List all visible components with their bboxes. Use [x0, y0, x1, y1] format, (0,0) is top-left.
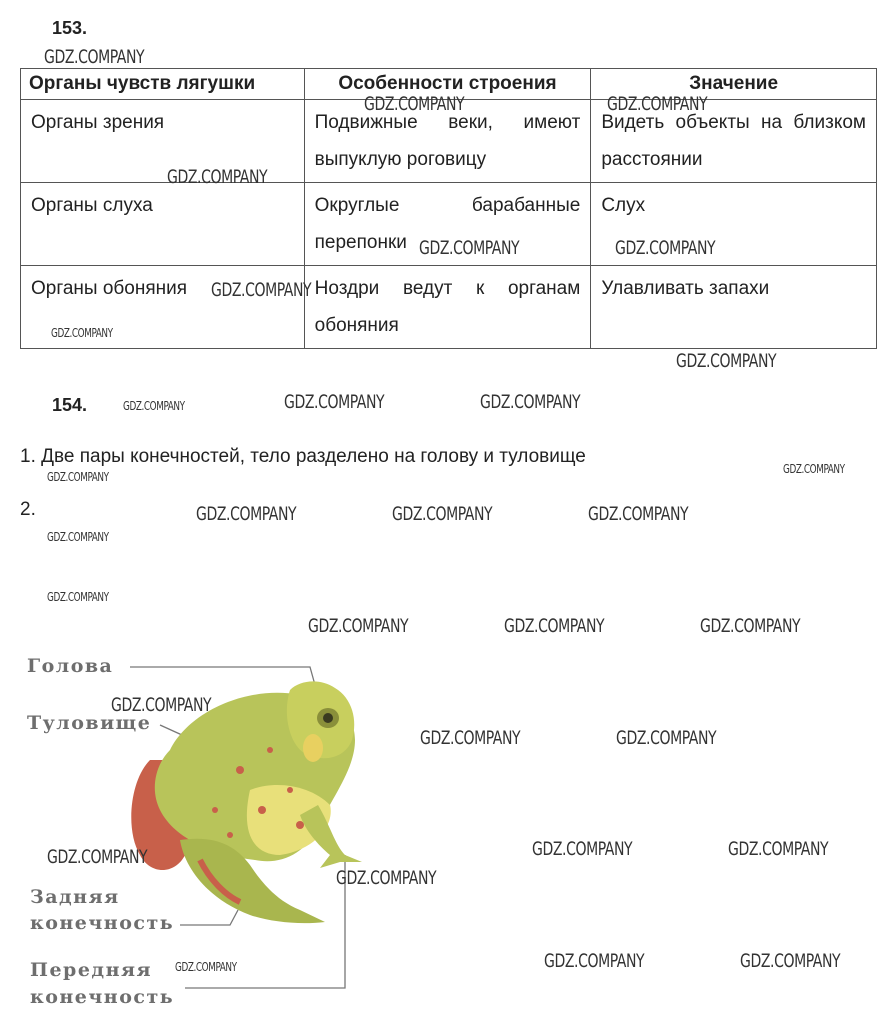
table-row	[21, 266, 877, 349]
watermark: GDZ.COMPANY	[364, 93, 465, 115]
watermark: GDZ.COMPANY	[47, 470, 109, 484]
watermark: GDZ.COMPANY	[44, 46, 145, 68]
watermark: GDZ.COMPANY	[211, 279, 312, 301]
task-153-number: 153.	[52, 18, 88, 38]
watermark: GDZ.COMPANY	[504, 615, 605, 637]
table-cell: Органы слуха	[21, 183, 305, 266]
table-header: Особенности строения	[304, 69, 591, 100]
watermark: GDZ.COMPANY	[167, 166, 268, 188]
table-cell: Органы зрения	[21, 100, 305, 183]
label-fore-limb-1: Передняя	[30, 959, 153, 981]
label-body: Туловище	[27, 712, 152, 734]
table-cell: Подвижные веки, имеют выпуклую роговицу	[304, 100, 591, 183]
watermark: GDZ.COMPANY	[123, 399, 185, 413]
watermark: GDZ.COMPANY	[616, 727, 717, 749]
watermark: GDZ.COMPANY	[111, 694, 212, 716]
watermark: GDZ.COMPANY	[51, 326, 113, 340]
watermark: GDZ.COMPANY	[480, 391, 581, 413]
watermark: GDZ.COMPANY	[544, 950, 645, 972]
watermark: GDZ.COMPANY	[419, 237, 520, 259]
label-hind-limb-1: Задняя	[30, 886, 120, 908]
table-cell: Слух	[591, 183, 877, 266]
table-cell: Видеть объекты на близком расстоянии	[591, 100, 877, 183]
watermark: GDZ.COMPANY	[783, 462, 845, 476]
watermark: GDZ.COMPANY	[615, 237, 716, 259]
label-head: Голова	[27, 655, 114, 677]
watermark: GDZ.COMPANY	[47, 530, 109, 544]
watermark: GDZ.COMPANY	[588, 503, 689, 525]
watermark: GDZ.COMPANY	[175, 960, 237, 974]
watermark: GDZ.COMPANY	[47, 590, 109, 604]
watermark: GDZ.COMPANY	[607, 93, 708, 115]
watermark: GDZ.COMPANY	[47, 846, 148, 868]
watermark: GDZ.COMPANY	[676, 350, 777, 372]
table-cell: Округлые барабанные перепонки	[304, 183, 591, 266]
watermark: GDZ.COMPANY	[700, 615, 801, 637]
watermark: GDZ.COMPANY	[392, 503, 493, 525]
watermark: GDZ.COMPANY	[284, 391, 385, 413]
table-cell: Органы обоняния	[21, 266, 305, 349]
watermark: GDZ.COMPANY	[308, 615, 409, 637]
answer-item-1: 1. Две пары конечностей, тело разделено на голову и туловище	[20, 446, 586, 467]
table-header: Органы чувств лягушки	[21, 69, 305, 100]
task-154-number: 154.	[52, 395, 88, 415]
table-cell: Улавливать запахи	[591, 266, 877, 349]
table-cell: Ноздри ведут к органам обоняния	[304, 266, 591, 349]
answer-item-2: 2.	[20, 499, 36, 520]
watermark: GDZ.COMPANY	[740, 950, 841, 972]
watermark: GDZ.COMPANY	[336, 867, 437, 889]
watermark: GDZ.COMPANY	[728, 838, 829, 860]
watermark: GDZ.COMPANY	[532, 838, 633, 860]
table-header: Значение	[591, 69, 877, 100]
watermark: GDZ.COMPANY	[196, 503, 297, 525]
label-fore-limb-2: конечность	[30, 986, 175, 1008]
label-hind-limb-2: конечность	[30, 912, 175, 934]
watermark: GDZ.COMPANY	[420, 727, 521, 749]
